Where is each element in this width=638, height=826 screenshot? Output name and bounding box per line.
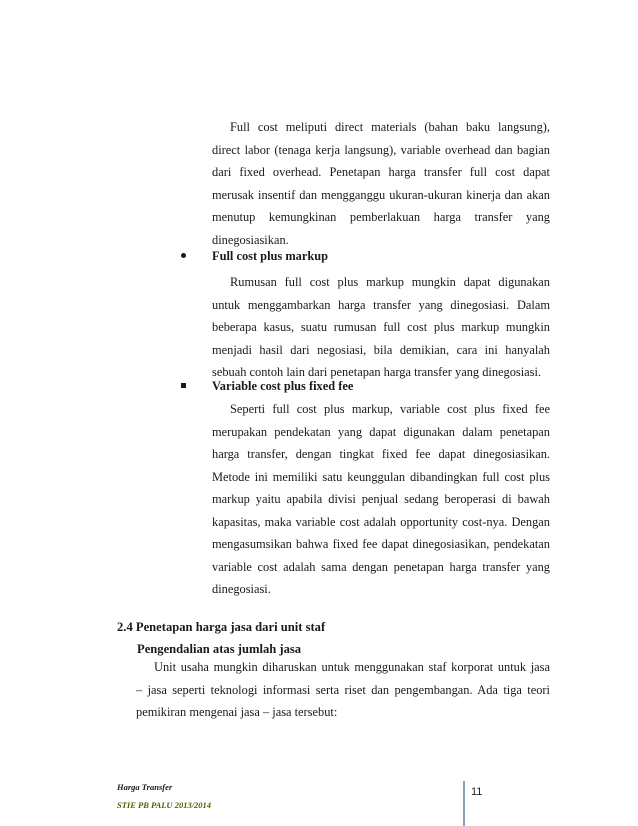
text-line: menjadi hasil dari negosiasi, bila demikian, cara ini hanyalah xyxy=(212,342,550,357)
text-line: Rumusan full cost plus markup mungkin dapat digunakan xyxy=(230,275,550,289)
text-line: menutup kemungkinan pemberlakuan harga transfer yang xyxy=(212,210,550,224)
subsection-heading: Pengendalian atas jumlah jasa xyxy=(137,642,302,656)
markup-paragraph xyxy=(212,271,550,384)
text-line: Metode ini memiliki satu keunggulan dibandingkan full cost plus xyxy=(212,469,550,484)
text-line: beberapa kasus, suatu rumusan full cost plus markup mungkin xyxy=(212,320,550,334)
text-line: harga transfer, dengan tingkat fixed fee dapat dinegosiasikan. xyxy=(212,447,550,461)
text-line: pemikiran mengenai jasa – jasa tersebut: xyxy=(136,705,338,719)
text-line: mengasumsikan bahwa fixed fee dapat dinegosiasikan, pendekatan xyxy=(212,537,550,551)
text-line: markup yaitu apabila divisi penjual sedang beroperasi di bawah xyxy=(212,492,550,506)
bullet-icon xyxy=(181,383,186,388)
text-line: dinegosiasi. xyxy=(212,582,271,596)
unit-staff-paragraph xyxy=(136,656,550,724)
full-cost-paragraph xyxy=(212,116,550,251)
text-line: sebuah contoh lain dari penetapan harga transfer yang dinegosiasi. xyxy=(212,365,542,379)
text-line: variable cost adalah sama dengan penetapan harga transfer yang xyxy=(212,559,550,574)
page-number-divider xyxy=(463,781,465,826)
text-line: Full cost meliputi direct materials (bahan baku langsung), xyxy=(230,120,550,134)
text-line: Unit usaha mungkin diharuskan untuk menggunakan staf korporat untuk jasa xyxy=(154,660,550,674)
text-line: dari fixed overhead. Penetapan harga transfer full cost dapat xyxy=(212,165,550,179)
footer-title: Harga Transfer xyxy=(117,782,173,792)
text-line: direct labor (tenaga kerja langsung), variable overhead dan bagian xyxy=(212,142,550,157)
section-heading: 2.4 Penetapan harga jasa dari unit staf xyxy=(117,620,326,634)
text-line: merusak insentif dan mengganggu ukuran-ukuran kinerja dan akan xyxy=(212,187,550,202)
footer-subtitle: STIE PB PALU 2013/2014 xyxy=(117,800,212,810)
text-line: Seperti full cost plus markup, variable cost plus fixed fee xyxy=(230,402,550,416)
page-number: 11 xyxy=(471,786,483,798)
fixed-fee-paragraph xyxy=(212,398,550,601)
bullet-title-markup: Full cost plus markup xyxy=(212,249,329,263)
bullet-title-fixed-fee: Variable cost plus fixed fee xyxy=(212,379,354,393)
bullet-icon xyxy=(181,253,186,258)
text-line: – jasa seperti teknologi informasi serta riset dan pengembangan. Ada tiga teori xyxy=(136,682,550,697)
text-line: dinegosiasikan. xyxy=(212,232,289,247)
text-line: untuk menggambarkan harga transfer yang dinegosiasi. Dalam xyxy=(212,297,550,312)
text-line: merupakan pendekatan yang dapat digunakan dalam penetapan xyxy=(212,424,550,439)
text-line: kapasitas, maka variable cost adalah opportunity cost-nya. Dengan xyxy=(212,514,550,529)
